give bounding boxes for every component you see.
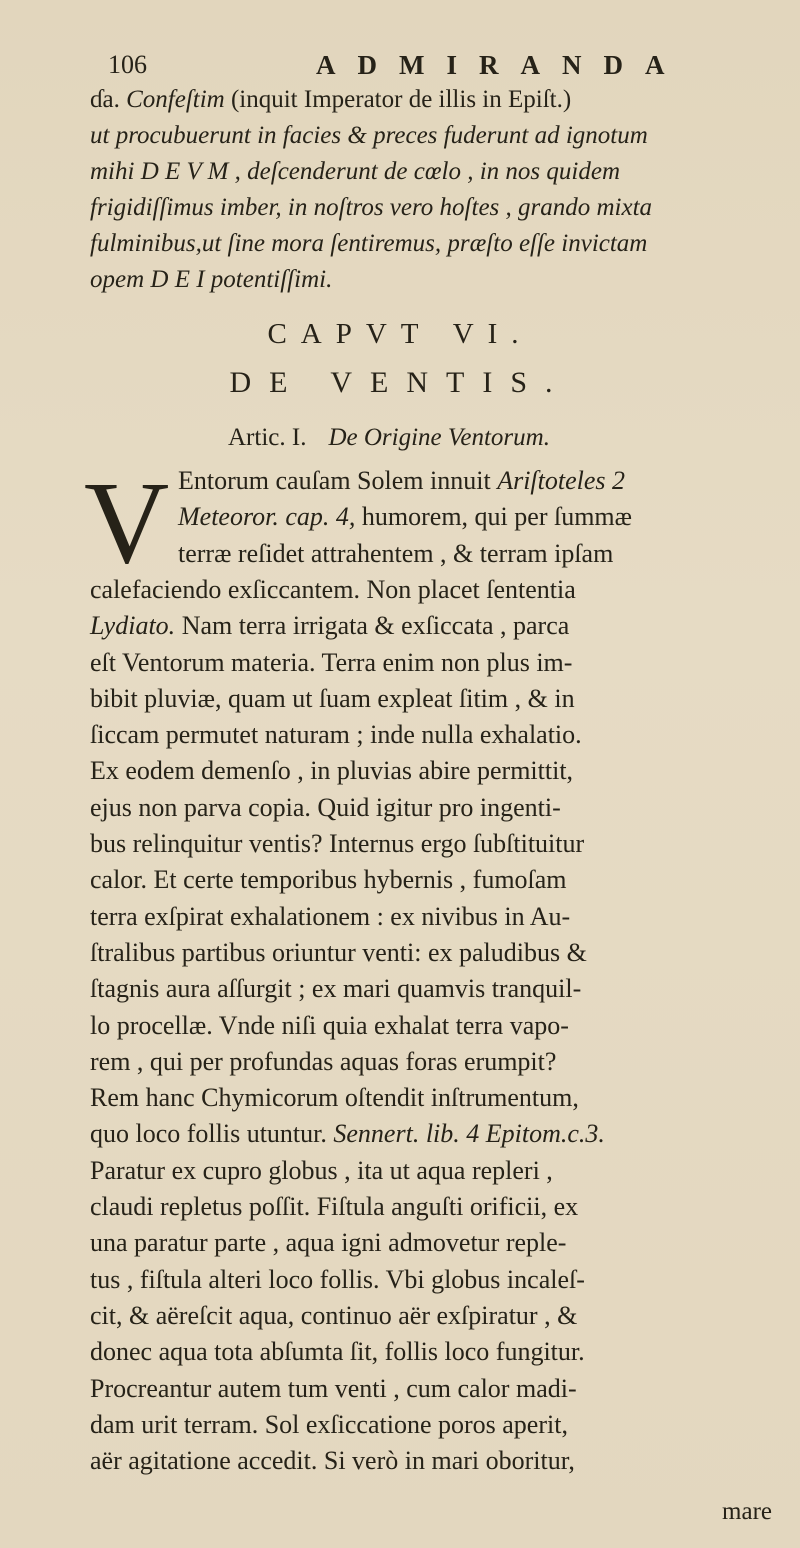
text-run: tus , fiſtula alteri loco follis. Vbi globus incaleſ- [90,1264,585,1294]
text-run: Rem hanc Chymicorum oſtendit inſtrumentum, [90,1083,579,1113]
text-line [90,1156,780,1186]
text-line [90,1192,780,1222]
text-run: ſtagnis aura aſſurgit ; ex mari quamvis tranquil- [90,974,582,1004]
text-run: rem , qui per profundas aquas foras erumpit? [90,1046,557,1076]
text-run: humorem, qui per ſummæ [355,502,632,532]
catchword: mare [722,1498,772,1525]
text-run: bus relinquitur ventis? Internus ergo ſubſtituitur [90,829,585,858]
text-line [90,86,780,114]
text-run: aër agitatione accedit. Si verò in mari oboritur, [90,1446,575,1476]
text-line [90,1047,780,1077]
text-run: dam urit terram. Sol exſiccatione poros aperit, [90,1409,568,1439]
text-line [90,1083,780,1113]
text-run: Lydiato. [90,611,176,641]
article-heading [228,424,550,452]
text-run: calor. Et certe temporibus hybernis , fumoſam [90,865,567,895]
text-run: bibit pluviæ, quam ut ſuam expleat ſitim , & in [90,683,575,713]
text-run: lo procellæ. Vnde niſi quia exhalat terra vapo- [90,1010,569,1040]
text-line [90,938,780,968]
text-run: una paratur parte , aqua igni admovetur reple- [90,1228,567,1258]
text-run: ɗa. [90,86,127,113]
text-line [90,829,780,859]
text-line [90,158,780,186]
text-run: Entorum cauſam Solem innuit [178,466,498,495]
text-run: Meteoror. cap. 4, [178,502,356,532]
running-title: ADMIRANDA [316,50,687,80]
text-run: (inquit Imperator de illis in Epiſt.) [224,86,572,113]
text-line [90,1265,780,1295]
text-run: Procreantur autem tum venti , cum calor madi- [90,1373,577,1403]
text-line [90,266,780,294]
text-run: Confeſtim [126,86,225,113]
text-line [178,539,800,569]
text-line [90,230,780,258]
article-label: Artic. I. [228,424,307,451]
text-line [90,648,780,678]
text-run: Ariſtoteles 2 [497,466,626,495]
text-run: terræ reſidet attrahentem , & terram ipſam [178,538,614,568]
text-line [90,1228,780,1258]
text-line [90,1446,780,1476]
chapter-title: DE VENTIS. [229,366,571,399]
text-run: opem D E I potentiſſimi. [90,266,333,293]
text-run: Sennert. lib. 4 Epitom.c.3. [333,1119,605,1149]
running-header [88,50,778,90]
text-line [90,1374,780,1404]
text-line [90,1119,780,1149]
text-line [90,793,780,823]
text-line [178,466,800,496]
text-line [178,502,800,532]
text-run: ſiccam permutet naturam ; inde nulla exhalatio. [90,720,582,750]
page-number: 106 [108,50,147,79]
text-line [90,865,780,895]
text-line [90,756,780,786]
text-run: frigidiſſimus imber, in noſtros vero hoſtes , grando mixta [90,194,653,221]
text-line [90,611,780,641]
text-run: eſt Ventorum materia. Terra enim non plus im- [90,647,573,677]
text-run: claudi repletus poſſit. Fiſtula anguſti orificii, ex [90,1192,579,1221]
text-line [90,974,780,1004]
text-line [90,1301,780,1331]
text-run: terra exſpirat exhalationem : ex nivibus in Au- [90,901,571,931]
drop-cap: V [84,457,170,588]
text-run: mihi D E V M , deſcenderunt de cœlo , in nos quidem [90,158,621,185]
text-run: calefaciendo exſiccantem. Non placet ſententia [90,574,576,604]
text-line [90,194,780,222]
chapter-heading: CAPVT VI. [267,318,533,350]
text-run: ſtralibus partibus oriuntur venti: ex paludibus & [90,937,587,967]
text-run: cit, & aëreſcit aqua, continuo aër exſpiratur , & [90,1300,578,1330]
text-run: ut procubuerunt in facies & preces fuderunt ad ignotum [90,122,648,149]
text-line [90,1410,780,1440]
text-line [90,122,780,150]
text-run: Paratur ex cupro globus , ita ut aqua repleri , [90,1155,553,1185]
text-line [90,1011,780,1041]
text-run: donec aqua tota abſumta ſit, follis loco fungitur. [90,1337,585,1367]
article-title: De Origine Ventorum. [328,424,550,451]
text-run: fulminibus,ut ſine mora ſentiremus, præſto eſſe invictam [90,230,648,257]
text-line [90,684,780,714]
text-run: ejus non parva copia. Quid igitur pro ingenti- [90,792,561,822]
text-line [90,1337,780,1367]
text-run: quo loco follis utuntur. [90,1119,334,1149]
text-line [90,720,780,750]
text-line [90,902,780,932]
text-line [90,575,780,605]
text-run: Ex eodem demenſo , in pluvias abire permittit, [90,756,574,786]
text-run: Nam terra irrigata & exſiccata , parca [175,611,570,641]
